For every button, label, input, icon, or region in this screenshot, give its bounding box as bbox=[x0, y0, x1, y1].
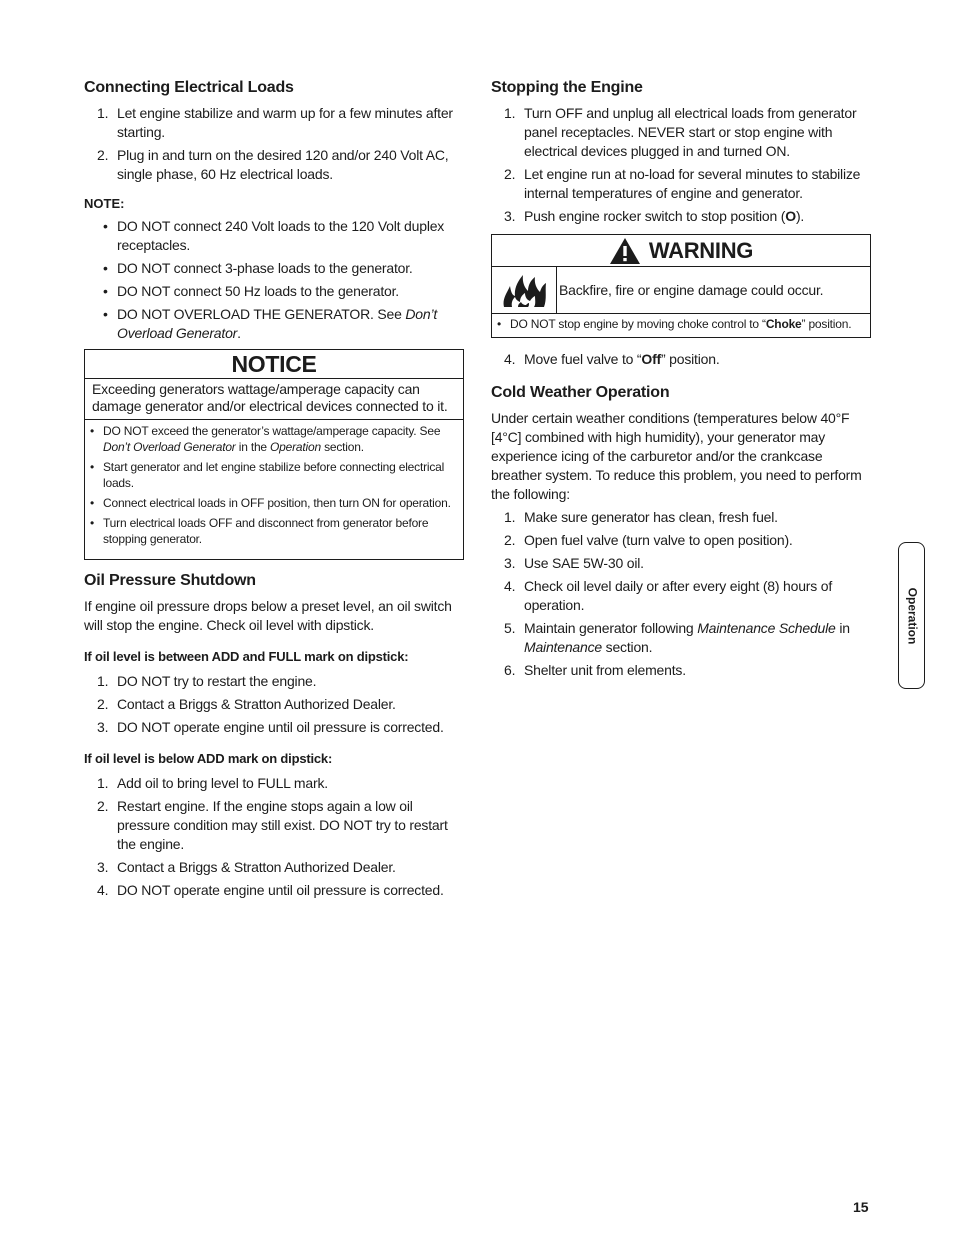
list-item: • DO NOT exceed the generator’s wattage/amperage capacity. See Don’t Overload Generator in the Operation section. bbox=[89, 423, 459, 455]
list-item: • DO NOT stop engine by moving choke control to “Choke” position. bbox=[496, 316, 866, 332]
cold-weather-heading: Cold Weather Operation bbox=[491, 384, 670, 401]
oil-pressure-intro: If engine oil pressure drops below a preset level, an oil switch will stop the engine. Check oil level with dipstick. bbox=[84, 598, 452, 633]
right-column bbox=[491, 78, 871, 684]
list-item: 2. Plug in and turn on the desired 120 and/or 240 Volt AC, single phase, 60 Hz electrical loads. bbox=[97, 147, 449, 182]
list-item: 2. Contact a Briggs & Stratton Authorized Dealer. bbox=[97, 696, 396, 712]
list-item: • DO NOT connect 50 Hz loads to the generator. bbox=[84, 282, 464, 301]
fire-cell bbox=[492, 267, 557, 313]
list-item: • Connect electrical loads in OFF position, then turn ON for operation. bbox=[89, 495, 459, 511]
list-item: 4. Move fuel valve to “Off” position. bbox=[504, 351, 720, 367]
oil-pressure-heading: Oil Pressure Shutdown bbox=[84, 572, 256, 589]
note-label: NOTE: bbox=[84, 196, 125, 211]
list-item: 1. Make sure generator has clean, fresh fuel. bbox=[504, 509, 778, 525]
cold-weather-steps bbox=[491, 508, 871, 680]
stopping-engine-heading: Stopping the Engine bbox=[491, 79, 643, 96]
page-number: 15 bbox=[853, 1199, 869, 1215]
list-item: 3. Push engine rocker switch to stop position (O). bbox=[504, 208, 805, 224]
warning-text: Backfire, fire or engine damage could occur. bbox=[559, 281, 824, 298]
list-item: 1. DO NOT try to restart the engine. bbox=[97, 673, 317, 689]
list-item: 3. DO NOT operate engine until oil pressure is corrected. bbox=[97, 719, 444, 735]
list-item: 5. Maintain generator following Maintenance Schedule in Maintenance section. bbox=[504, 620, 850, 655]
cross-reference: Don’t Overload Generator bbox=[117, 306, 438, 341]
list-item: • DO NOT connect 240 Volt loads to the 120 Volt duplex receptacles. bbox=[84, 217, 464, 255]
list-item: • Turn electrical loads OFF and disconnect from generator before stopping generator. bbox=[89, 515, 459, 547]
notice-title: NOTICE bbox=[85, 350, 463, 379]
warning-triangle-icon bbox=[609, 237, 641, 265]
oil-steps-1 bbox=[84, 672, 464, 737]
oil-sub-heading-2: If oil level is below ADD mark on dipstick: bbox=[84, 751, 333, 766]
warning-hazard-row bbox=[492, 267, 870, 314]
list-item: 4. Check oil level daily or after every eight (8) hours of operation. bbox=[504, 578, 833, 613]
list-item: 6. Shelter unit from elements. bbox=[504, 662, 686, 678]
oil-sub-heading-1: If oil level is between ADD and FULL mark on dipstick: bbox=[84, 649, 409, 664]
list-item: • DO NOT connect 3-phase loads to the generator. bbox=[84, 259, 464, 278]
section-tab-label: Operation bbox=[905, 587, 920, 645]
warning-list bbox=[492, 314, 870, 337]
list-item: 1. Let engine stabilize and warm up for a few minutes after starting. bbox=[97, 105, 453, 140]
list-item: 2. Open fuel valve (turn valve to open position). bbox=[504, 532, 793, 548]
list-item: 4. DO NOT operate engine until oil pressure is corrected. bbox=[97, 882, 444, 898]
list-item: 1. Turn OFF and unplug all electrical loads from generator panel receptacles. NEVER start or stop engine with electrical devices plugged in and turned ON. bbox=[504, 105, 857, 159]
left-column bbox=[84, 78, 464, 904]
list-item: 3. Use SAE 5W-30 oil. bbox=[504, 555, 644, 571]
notice-list bbox=[85, 420, 463, 559]
list-item: 1. Add oil to bring level to FULL mark. bbox=[97, 775, 328, 791]
list-item: 3. Contact a Briggs & Stratton Authorized Dealer. bbox=[97, 859, 396, 875]
warning-header bbox=[492, 235, 870, 267]
list-item: • Start generator and let engine stabilize before connecting electrical loads. bbox=[89, 459, 459, 491]
notice-box bbox=[84, 349, 464, 560]
warning-box bbox=[491, 234, 871, 338]
list-item: • DO NOT OVERLOAD THE GENERATOR. See Don’t Overload Generator. bbox=[84, 305, 464, 343]
notice-body: Exceeding generators wattage/amperage capacity can damage generator and/or electrical devices connected to it. bbox=[85, 379, 463, 420]
list-item: 2. Let engine run at no-load for several minutes to stabilize internal temperatures of engine and generator. bbox=[504, 166, 861, 201]
stopping-steps-continued bbox=[491, 350, 871, 369]
cold-weather-intro: Under certain weather conditions (temperatures below 40°F [4°C] combined with high humidity), your generator may experience icing of the carburetor and/or the crankcase breather system. To reduce this problem, you need to perform the following: bbox=[491, 410, 862, 502]
connecting-steps bbox=[84, 104, 464, 184]
oil-steps-2 bbox=[84, 774, 464, 900]
stopping-steps bbox=[491, 104, 871, 226]
note-list bbox=[84, 217, 464, 343]
warning-title: WARNING bbox=[648, 238, 754, 263]
fire-icon bbox=[500, 271, 548, 309]
connecting-loads-heading: Connecting Electrical Loads bbox=[84, 79, 294, 96]
list-item: 2. Restart engine. If the engine stops again a low oil pressure condition may still exist. DO NOT try to restart the engine. bbox=[97, 798, 448, 852]
